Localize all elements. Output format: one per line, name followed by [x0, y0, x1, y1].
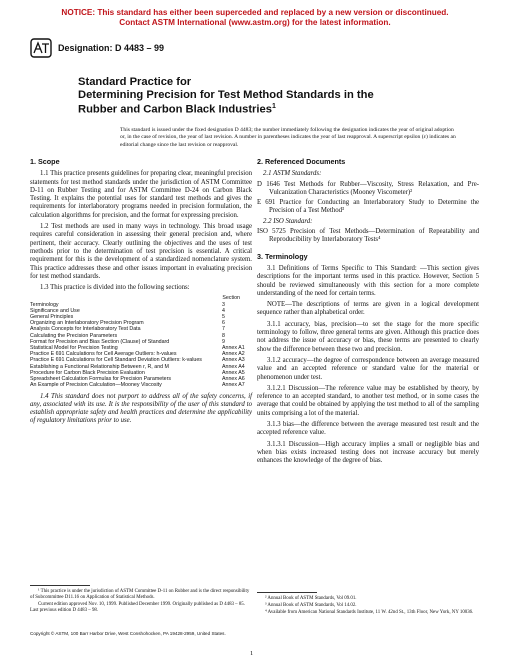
document-title	[78, 76, 438, 116]
terminology-note: NOTE—The descriptions of terms are given in a logical development sequence rather than alphabetical order.	[257, 301, 479, 317]
section-list-number: 7	[222, 326, 225, 333]
copyright: Copyright © ASTM, 100 Barr Harbor Drive, West Conshohocken, PA 19428-2959, United States.	[30, 631, 226, 636]
paragraph-3-1-2-1: 3.1.2.1 Discussion—The reference value may be established by theory, by reference to an accepted standard, to another test method, or in some cases the average that could be obtained by applying the test method to all of the sampling units comprising a lot of the material.	[257, 384, 479, 417]
section-list-label: Statistical Model for Precision Testing	[30, 345, 118, 352]
paragraph-3-1: 3.1 Definitions of Terms Specific to This Standard: —This section gives descriptions for the important terms used in this practice. However, Section 5 should be reviewed simultaneously with this section for a more complete understanding of the need for certain terms.	[257, 264, 479, 297]
section-list-label: Analysis Concepts for Interlaboratory Test Data	[30, 326, 141, 333]
reference-iso5725: ISO 5725 Precision of Test Methods—Determination of Repeatability and Reproducibility by Interlaboratory Tests⁴	[257, 228, 479, 244]
left-footnotes	[30, 589, 252, 615]
footnote-4: ⁴ Available from American National Standards Institute, 11 W. 42nd St., 13th Floor, New York, NY 10036.	[265, 610, 474, 616]
section-list-header: Section	[222, 295, 240, 302]
title-line-1: Standard Practice for	[78, 76, 192, 88]
footnote-edition: Current edition approved Nov. 10, 1999. Published December 1999. Originally published as D 4483 – 85. Last previous edition D 4483 – 98.	[30, 602, 245, 614]
title-line-3: Rubber and Carbon Black Industries	[78, 103, 272, 116]
section-list-number: 5	[222, 314, 225, 321]
section-list	[30, 295, 252, 388]
page-number: 1	[250, 650, 254, 657]
section-list-number: Annex A4	[222, 363, 245, 370]
footnote-2: ² Annual Book of ASTM Standards, Vol 09.01.	[265, 596, 357, 601]
section-list-number: Annex A7	[222, 382, 245, 389]
section-list-label: Practice E 691 Calculations for Cell Average Outliers: h-values	[30, 351, 177, 358]
section-list-number: Annex A6	[222, 376, 245, 383]
iso-standard-label: 2.2 ISO Standard:	[263, 217, 313, 225]
section-list-number: Annex A2	[222, 351, 245, 358]
section-list-label: Establishing a Functional Relationship Between r, R, and M	[30, 363, 169, 370]
section-list-label: Procedure for Carbon Black Precision Evaluation	[30, 369, 145, 376]
paragraph-1-2: 1.2 Test methods are used in many ways in technology. This broad usage requires careful consideration in assessing their general precision and, where pertinent, their accuracy. Clearly outlining the objectives and the uses of test methods prior to the determination of test precision is essential. A critical requirement for this is the development of a standardized nomenclature system. This practice addresses these and other issues important in evaluating precision for test method standards.	[30, 223, 252, 280]
section-list-label: Organizing an Interlaboratory Precision Program	[30, 320, 144, 327]
title-footnote-mark: 1	[271, 103, 276, 110]
section-list-number: 8	[222, 332, 225, 339]
left-footnote-rule	[30, 585, 90, 586]
designation: Designation: D 4483 – 99	[58, 43, 165, 53]
section-list-label: General Principles	[30, 314, 74, 321]
notice-line-2: Contact ASTM International (www.astm.org) for the latest information.	[119, 18, 391, 27]
section-list-number: 6	[222, 320, 225, 327]
paragraph-3-1-2: 3.1.2 accuracy—the degree of correspondence between an average measured value and an accepted reference or standard value for the material or phenomenon under test.	[257, 356, 479, 381]
left-column	[30, 158, 252, 429]
section-list-number: Annex A5	[222, 369, 245, 376]
footnote-1: ¹ This practice is under the jurisdiction of ASTM Committee D-11 on Rubber and is the direct responsibility of Subcommittee D11.16 on Application of Statistical Methods.	[30, 589, 250, 601]
section-list-row	[30, 382, 252, 388]
section-list-label: Practice E 691 Calculations for Cell Standard Deviation Outliers: k-values	[30, 357, 202, 364]
section-list-number: Annex A1	[222, 345, 245, 352]
section-list-number: Annex A3	[222, 357, 245, 364]
astm-standards-label: 2.1 ASTM Standards:	[263, 170, 322, 178]
section-list-number: 3	[222, 301, 225, 308]
footnote-3: ³ Annual Book of ASTM Standards, Vol 14.02.	[265, 603, 357, 609]
reference-d1646: D 1646 Test Methods for Rubber—Viscosity, Stress Relaxation, and Pre-Vulcanization Characteristics (Mooney Viscometer)²	[257, 180, 479, 196]
paragraph-1-3: 1.3 This practice is divided into the following sections:	[40, 284, 190, 292]
title-line-2: Determining Precision for Test Method Standards in the	[78, 88, 374, 101]
notice-line-1: NOTICE: This standard has either been superceded and replaced by a new version or discontinued.	[61, 8, 449, 17]
terminology-heading: 3. Terminology	[257, 251, 308, 261]
section-list-label: Terminology	[30, 301, 59, 308]
reference-e691: E 691 Practice for Conducting an Interlaboratory Study to Determine the Precision of a Test Method³	[257, 199, 479, 215]
right-footnote-rule	[257, 592, 317, 593]
section-list-label: Calculating the Precision Parameters	[30, 332, 118, 339]
section-list-label: Spreadsheet Calculation Formulas for Precision Parameters	[30, 376, 172, 383]
issued-note: This standard is issued under the fixed designation D 4483; the number immediately following the designation indicates the year of original adoption or, in the case of revision, the year of last revision. A number in parentheses indicates the year of last reapproval. A superscript epsilon (ε) indicates an editorial change since the last revision or reapproval.	[120, 127, 456, 148]
section-list-number: 4	[222, 307, 225, 314]
paragraph-1-4: 1.4 This standard does not purport to address all of the safety concerns, if any, associated with its use. It is the responsibility of the user of this standard to establish appropriate safety and health practices and determine the applicability of regulatory limitations prior to use.	[30, 392, 252, 425]
right-column	[257, 158, 479, 469]
paragraph-1-1: 1.1 This practice presents guidelines for preparing clear, meaningful precision statements for test method standards under the jurisdiction of ASTM Committee D-11 on Rubber Testing and for ASTM Committee D-24 on Carbon Black Testing. It explains the potential uses for standard test methods and gives the requirements for interlaboratory programs needed in precision formulation, the calculation algorithms for precision, and the format for expressing precision.	[30, 170, 252, 219]
paragraph-3-1-1: 3.1.1 accuracy, bias, precision—to set the stage for the more specific terminology to follow, three general terms are given. Although this practice does not address the issue of accuracy or bias, these terms are presented to clearly show the difference between these two and precision.	[257, 320, 479, 353]
section-list-label: Significance and Use	[30, 307, 80, 314]
section-list-label: Format for Precision and Bias Section (Clause) of Standard	[30, 338, 170, 345]
paragraph-3-1-3: 3.1.3 bias—the difference between the average measured test result and the accepted reference value.	[257, 421, 479, 437]
notice-banner	[0, 8, 510, 28]
section-list-number: 9	[222, 338, 225, 345]
section-list-label: An Example of Precision Calculation—Mooney Viscosity	[30, 382, 162, 389]
astm-logo-icon	[30, 38, 52, 58]
paragraph-3-1-3-1: 3.1.3.1 Discussion—High accuracy implies a small or negligible bias and when bias exists increased testing does not increase accuracy but merely enhances the knowledge of the degree of bias.	[257, 440, 479, 465]
scope-heading: 1. Scope	[30, 157, 60, 166]
right-footnotes	[257, 596, 479, 617]
references-heading: 2. Referenced Documents	[257, 157, 346, 166]
